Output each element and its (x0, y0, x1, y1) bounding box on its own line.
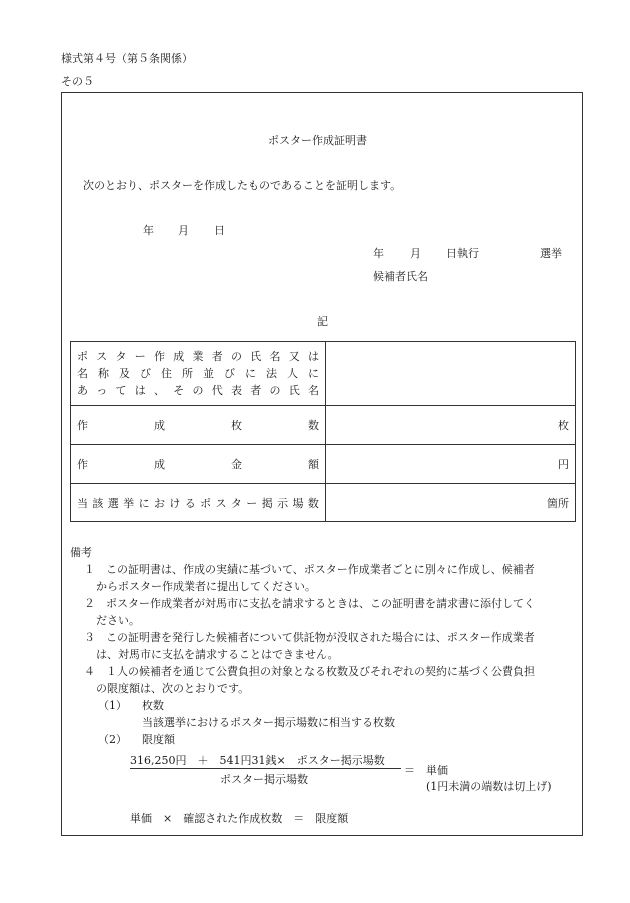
date-year: 年 (143, 224, 154, 237)
table-row-amount (71, 445, 576, 484)
election-day: 日執行 (446, 247, 479, 260)
note-4-line-1: ４ １人の候補者を通じて公費負担の対象となる枚数及びそれぞれの契約に基づく公費負担 (84, 665, 535, 678)
creator-value (326, 342, 576, 406)
boards-value (326, 484, 576, 522)
rounding-note: (1円未満の端数は切上げ) (426, 780, 552, 793)
document-title: ポスター作成証明書 (268, 134, 367, 147)
unit-price-label: 単価 (426, 764, 448, 777)
note-2-line-2: ださい。 (96, 614, 140, 627)
amount-label: 作 成 金 額 (71, 445, 326, 484)
formula-denominator: ポスター掲示場数 (220, 773, 308, 786)
election-month: 月 (410, 247, 421, 260)
table-row-boards (71, 484, 576, 522)
sub-number: その５ (61, 75, 94, 88)
note-3-line-1: ３ この証明書を発行した候補者について供託物が没収された場合には、ポスター作成業者 (84, 631, 535, 644)
count-unit: 枚 (558, 419, 569, 432)
note-4-line-2: の限度額は、次のとおりです。 (96, 682, 250, 695)
date-month: 月 (178, 224, 189, 237)
creator-label-line-1: ポ ス タ ー 作 成 業 者 の 氏 名 又 は (77, 350, 319, 363)
table-row-creator (71, 342, 576, 406)
election-name: 選挙 (540, 247, 562, 260)
certificate-table (70, 341, 576, 522)
final-formula: 単価 × 確認された作成枚数 ＝ 限度額 (130, 812, 349, 825)
date-day: 日 (214, 224, 225, 237)
subitem-2-title: 限度額 (142, 733, 175, 746)
fraction-bar (130, 768, 401, 769)
boards-label: 当 該 選 挙 に お け る ポ ス タ ー 掲 示 場 数 (71, 484, 326, 522)
note-1-line-2: からポスター作成業者に提出してください。 (96, 580, 316, 593)
subitem-1-text: 当該選挙におけるポスター掲示場数に相当する枚数 (142, 716, 395, 729)
form-number: 様式第４号（第５条関係） (61, 52, 193, 65)
election-year: 年 (373, 247, 384, 260)
ki-marker: 記 (317, 315, 328, 328)
boards-unit: 箇所 (547, 496, 569, 510)
creator-label-line-3: あ っ て は 、 そ の 代 表 者 の 氏 名 (77, 384, 319, 397)
notes-heading: 備考 (70, 546, 92, 559)
amount-value (326, 445, 576, 484)
creator-label-line-2: 名 称 及 び 住 所 並 び に 法 人 に (77, 367, 319, 380)
count-label: 作 成 枚 数 (71, 406, 326, 445)
certification-statement: 次のとおり、ポスターを作成したものであることを証明します。 (83, 179, 402, 192)
subitem-1-label: （1） (98, 699, 127, 712)
formula-numerator: 316,250円 ＋ 541円31銭× ポスター掲示場数 (130, 754, 385, 767)
creator-label (71, 342, 326, 406)
note-1-line-1: １ この証明書は、作成の実績に基づいて、ポスター作成業者ごとに別々に作成し、候補者 (84, 563, 535, 576)
subitem-2-label: （2） (98, 733, 127, 746)
note-3-line-2: は、対馬市に支払を請求することはできません。 (96, 648, 339, 661)
count-value (326, 406, 576, 445)
subitem-1-title: 枚数 (142, 699, 164, 712)
note-2-line-1: ２ ポスター作成業者が対馬市に支払を請求するときは、この証明書を請求書に添付してく (84, 597, 535, 610)
candidate-name-label: 候補者氏名 (373, 270, 428, 283)
amount-unit: 円 (558, 458, 569, 471)
table-row-count (71, 406, 576, 445)
formula-equals: ＝ (404, 764, 415, 777)
